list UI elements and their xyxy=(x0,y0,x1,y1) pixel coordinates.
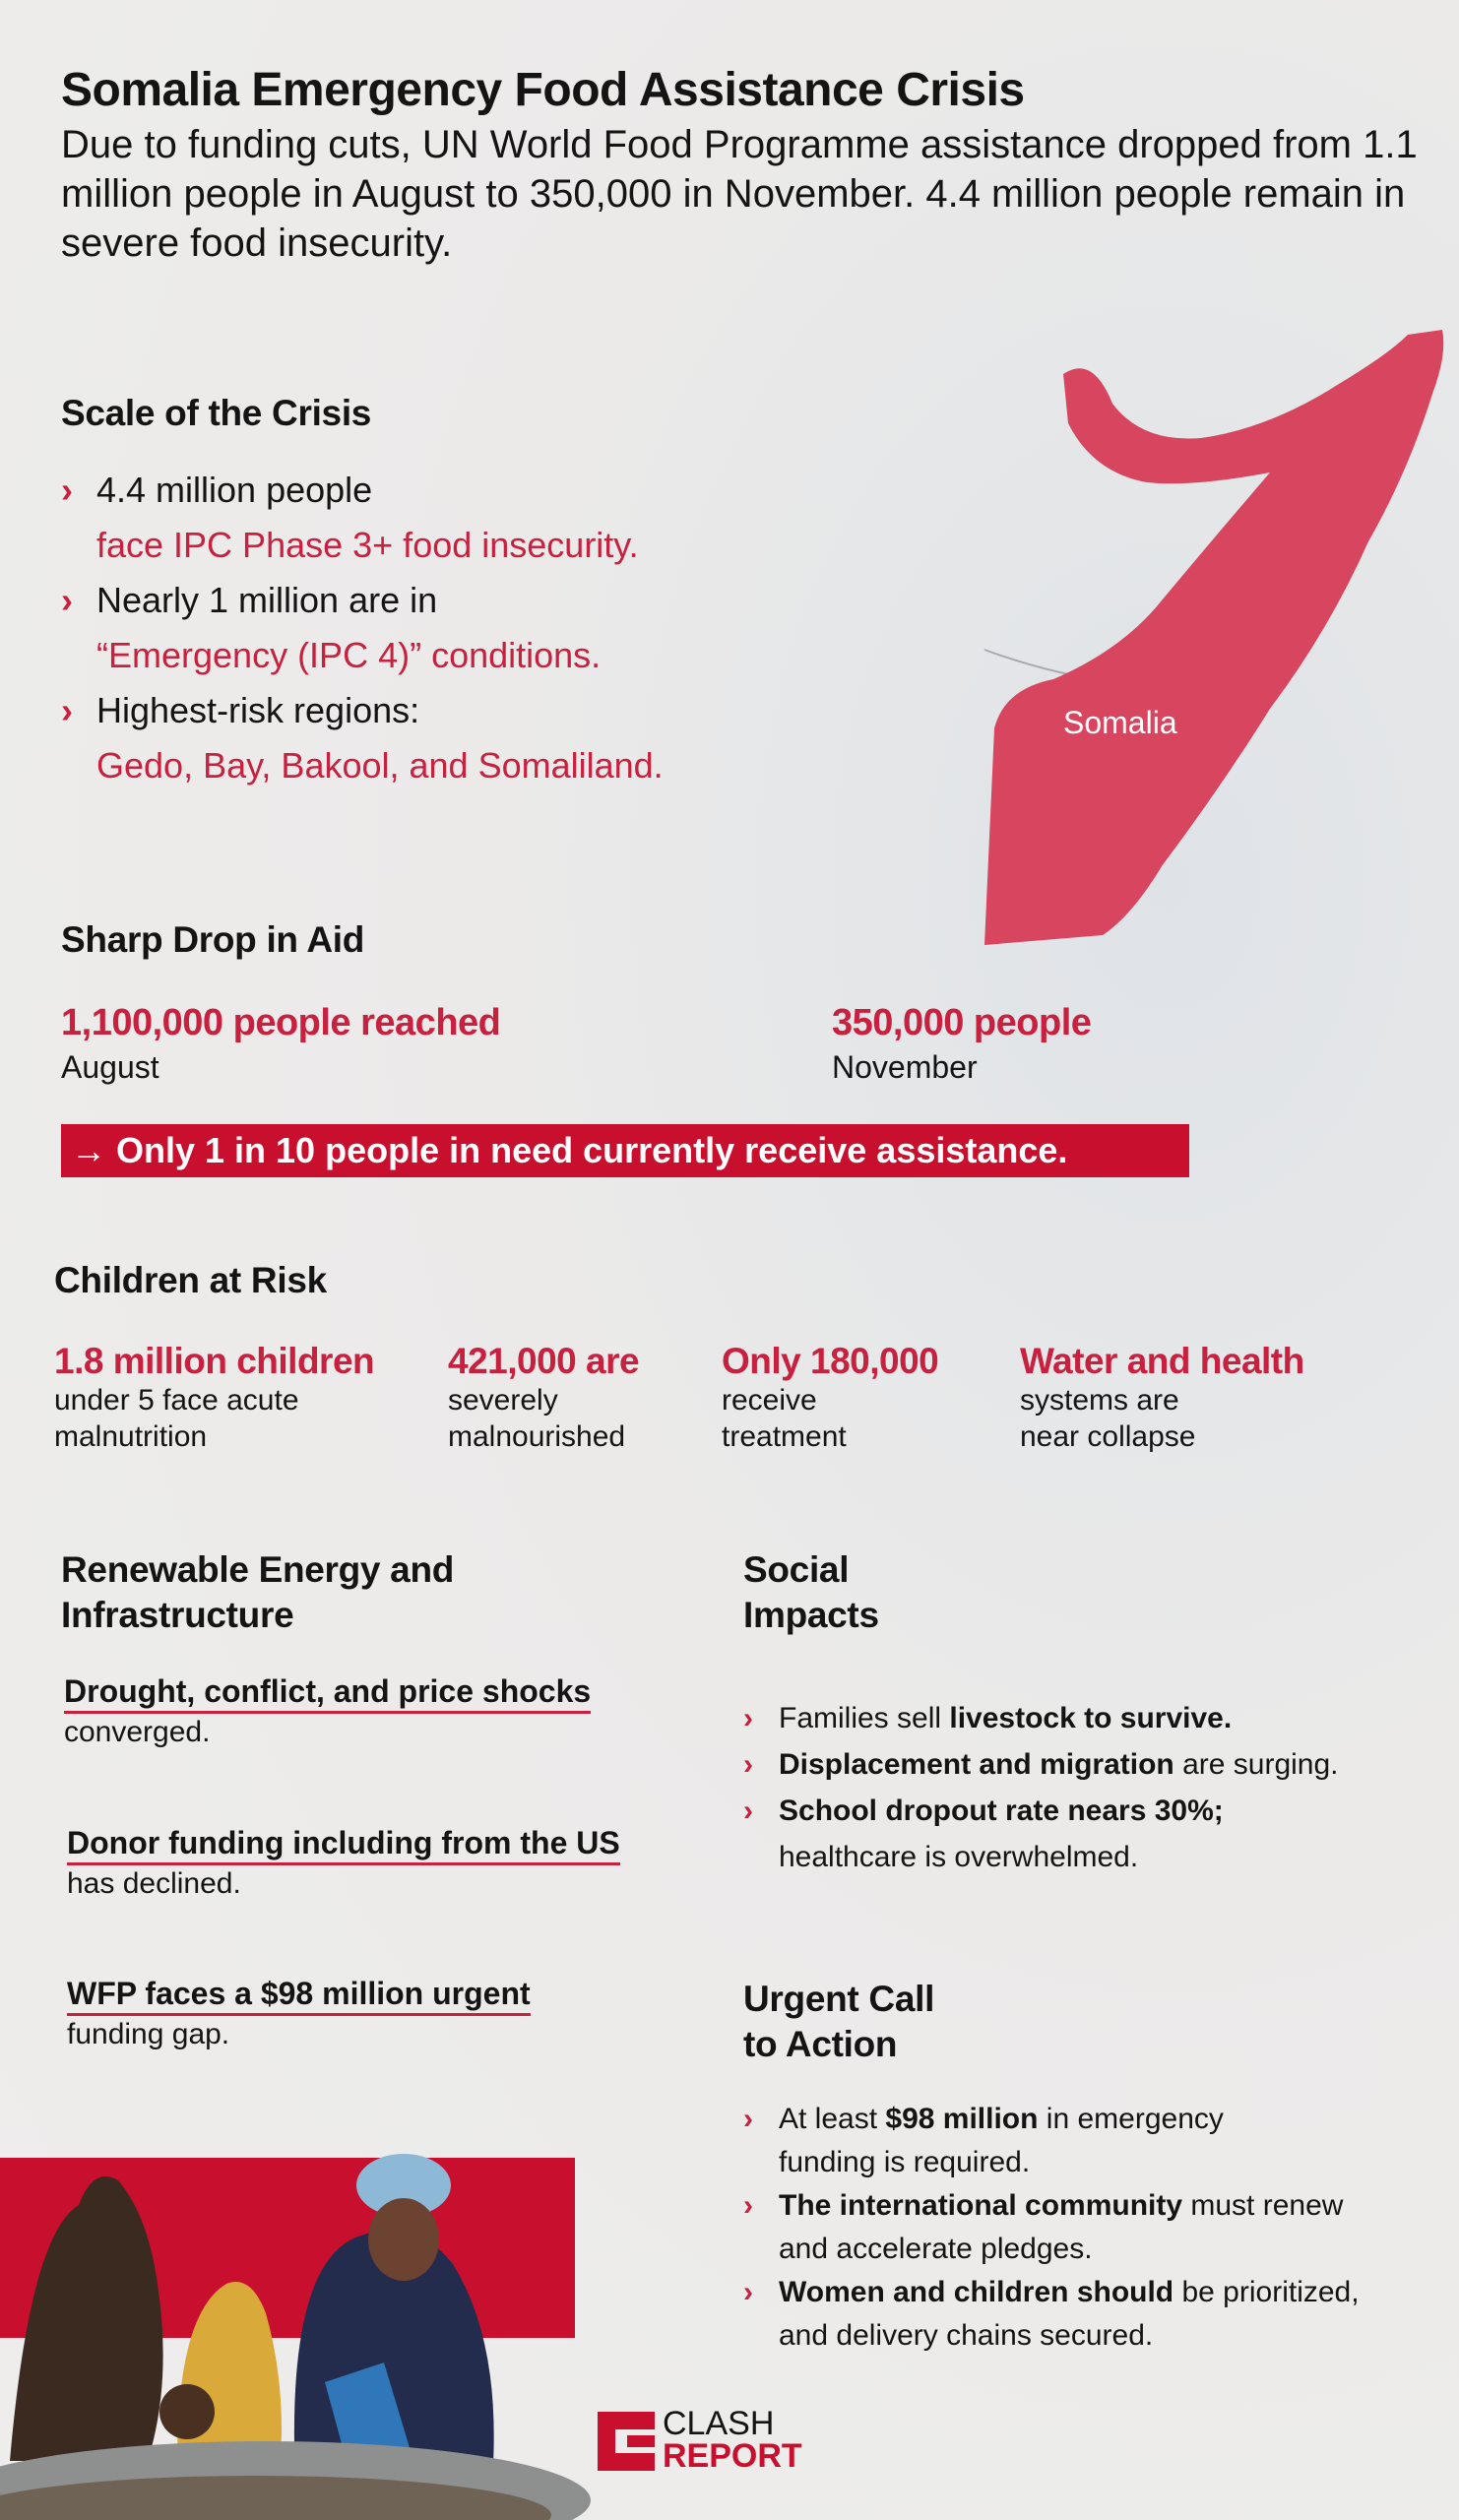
energy-item-text: has declined. xyxy=(67,1867,241,1900)
chevron-right-icon: › xyxy=(743,2276,753,2308)
energy-item xyxy=(64,1671,591,1751)
children-stat-text: receive xyxy=(722,1384,817,1417)
social-text: healthcare is overwhelmed. xyxy=(779,1841,1139,1873)
aid-august-label: August xyxy=(61,1049,159,1085)
chevron-right-icon: › xyxy=(61,690,73,730)
energy-item-title: Donor funding including from the US xyxy=(67,1823,620,1865)
worker-face xyxy=(368,2198,439,2281)
energy-heading xyxy=(61,1547,454,1638)
children-stat-text: near collapse xyxy=(1020,1420,1196,1453)
children-stat-text: systems are xyxy=(1020,1384,1179,1417)
chevron-right-icon: › xyxy=(743,2189,753,2222)
action-heading-line: to Action xyxy=(743,2024,898,2064)
aid-banner: → Only 1 in 10 people in need currently receive assistance. xyxy=(61,1124,1189,1177)
energy-heading-line: Renewable Energy and xyxy=(61,1549,455,1590)
clash-report-logo xyxy=(598,2405,824,2477)
action-bold: $98 million xyxy=(885,2103,1039,2135)
scale-item-highlight: “Emergency (IPC 4)” conditions. xyxy=(96,635,602,675)
page-subtitle: Due to funding cuts, UN World Food Programme assistance dropped from 1.1 million people in August to 350,000 in November. 4.4 million people remain in severe food insecurity. xyxy=(61,123,1418,265)
aid-november-label: November xyxy=(832,1049,978,1085)
children-stat xyxy=(448,1341,639,1455)
logo-text-report: REPORT xyxy=(663,2437,802,2475)
scale-item-text: Highest-risk regions: xyxy=(96,690,420,730)
action-text: be prioritized, xyxy=(1174,2276,1360,2308)
social-bold: School dropout rate nears 30%; xyxy=(779,1795,1224,1827)
map-label: Somalia xyxy=(1063,705,1177,740)
children-stat-text: under 5 face acute xyxy=(54,1384,299,1417)
scale-item-highlight: Gedo, Bay, Bakool, and Somaliland. xyxy=(96,745,664,786)
action-text: funding is required. xyxy=(779,2146,1031,2178)
social-list xyxy=(743,1695,1339,1880)
energy-item xyxy=(67,1823,620,1903)
children-stat xyxy=(54,1341,374,1455)
action-heading xyxy=(743,1977,934,2067)
chevron-right-icon: › xyxy=(743,1795,753,1827)
somalia-map xyxy=(945,315,1459,965)
somalia-shape xyxy=(984,330,1443,945)
energy-heading-line: Infrastructure xyxy=(61,1595,294,1635)
chevron-right-icon: › xyxy=(61,470,73,510)
logo-text-clash: CLASH xyxy=(663,2405,775,2442)
page-title: Somalia Emergency Food Assistance Crisis xyxy=(61,64,1025,116)
children-stat-title: 1.8 million children xyxy=(54,1341,375,1381)
social-heading-line: Social xyxy=(743,1549,850,1590)
logo-mark-icon xyxy=(598,2412,655,2471)
scale-heading: Scale of the Crisis xyxy=(61,393,372,433)
children-stat-title: Only 180,000 xyxy=(722,1341,939,1381)
energy-item-text: funding gap. xyxy=(67,2018,230,2050)
action-text: and delivery chains secured. xyxy=(779,2319,1154,2352)
children-stat-text: severely xyxy=(448,1384,558,1417)
action-bold: Women and children should xyxy=(779,2276,1174,2308)
scale-item-text: Nearly 1 million are in xyxy=(96,580,438,620)
social-text: are surging. xyxy=(1174,1748,1339,1781)
energy-item-text: converged. xyxy=(64,1716,211,1748)
action-text: and accelerate pledges. xyxy=(779,2233,1093,2265)
social-heading xyxy=(743,1547,879,1638)
social-bold: livestock to survive. xyxy=(949,1702,1233,1734)
children-stat xyxy=(722,1341,938,1455)
action-bold: The international community xyxy=(779,2189,1183,2222)
scale-item-text: 4.4 million people xyxy=(96,470,373,510)
children-stat xyxy=(1020,1341,1304,1455)
food-distribution-photo xyxy=(0,2087,591,2520)
aid-august-value: 1,100,000 people reached xyxy=(61,1002,501,1043)
children-stat-text: malnutrition xyxy=(54,1420,208,1453)
energy-item xyxy=(67,1974,531,2053)
social-bold: Displacement and migration xyxy=(779,1748,1174,1781)
energy-item-title: Drought, conflict, and price shocks xyxy=(64,1671,591,1714)
aid-heading: Sharp Drop in Aid xyxy=(61,919,365,960)
chevron-right-icon: › xyxy=(743,1748,753,1781)
chevron-right-icon: › xyxy=(743,1702,753,1734)
child-head xyxy=(159,2384,215,2439)
children-stat-title: Water and health xyxy=(1020,1341,1304,1381)
action-heading-line: Urgent Call xyxy=(743,1979,935,2019)
chevron-right-icon: › xyxy=(743,2103,753,2135)
action-list xyxy=(743,2098,1360,2358)
children-heading: Children at Risk xyxy=(54,1260,327,1300)
action-text: At least xyxy=(779,2103,886,2135)
action-text: in emergency xyxy=(1038,2103,1224,2135)
children-stat-text: treatment xyxy=(722,1420,847,1453)
scale-item-highlight: face IPC Phase 3+ food insecurity. xyxy=(96,525,639,565)
chevron-right-icon: › xyxy=(61,580,73,620)
aid-november-value: 350,000 people xyxy=(832,1002,1092,1043)
scale-list xyxy=(61,463,664,793)
social-text: Families sell xyxy=(779,1702,950,1734)
social-heading-line: Impacts xyxy=(743,1595,879,1635)
children-stat-title: 421,000 are xyxy=(448,1341,640,1381)
children-stat-text: malnourished xyxy=(448,1420,626,1453)
energy-item-title: WFP faces a $98 million urgent xyxy=(67,1974,531,2016)
action-text: must renew xyxy=(1182,2189,1344,2222)
